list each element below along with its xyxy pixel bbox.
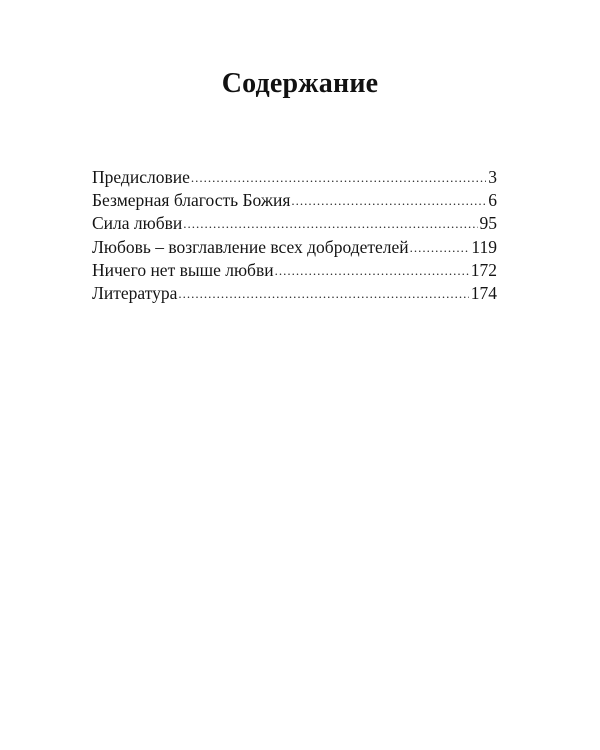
dot-leader: [191, 166, 486, 189]
toc-page-number: 95: [479, 213, 497, 234]
toc-entry-title: Безмерная благость Божия: [92, 190, 291, 211]
toc-entry-title: Литература: [92, 282, 178, 303]
toc-page-number: 174: [470, 282, 497, 303]
dot-leader: [275, 259, 469, 282]
toc-heading: Содержание: [221, 68, 379, 99]
dot-leader: [183, 212, 477, 235]
toc-entry-boundless-goodness: [92, 189, 497, 212]
toc-entry-title: Сила любви: [92, 213, 183, 234]
toc-page-number: 3: [488, 167, 497, 187]
toc-entry-title: Любовь – возглавление всех добродетелей: [92, 236, 409, 257]
toc-entry-literature: [92, 282, 497, 305]
toc-page-number: 119: [471, 236, 497, 257]
toc-entry-love-crown-of-virtues: [92, 236, 497, 259]
toc-entry-title: Предисловие: [92, 167, 190, 187]
toc-entry-title: Ничего нет выше любви: [92, 259, 274, 280]
toc-entry-power-of-love: [92, 212, 497, 235]
dot-leader: [178, 282, 468, 305]
dot-leader: [291, 189, 486, 212]
toc-entry-nothing-above-love: [92, 259, 497, 282]
table-of-contents: [92, 166, 497, 305]
toc-page-number: 6: [488, 190, 497, 211]
toc-page-number: 172: [470, 259, 497, 280]
dot-leader: [410, 236, 470, 259]
toc-entry-preface: [92, 166, 497, 189]
